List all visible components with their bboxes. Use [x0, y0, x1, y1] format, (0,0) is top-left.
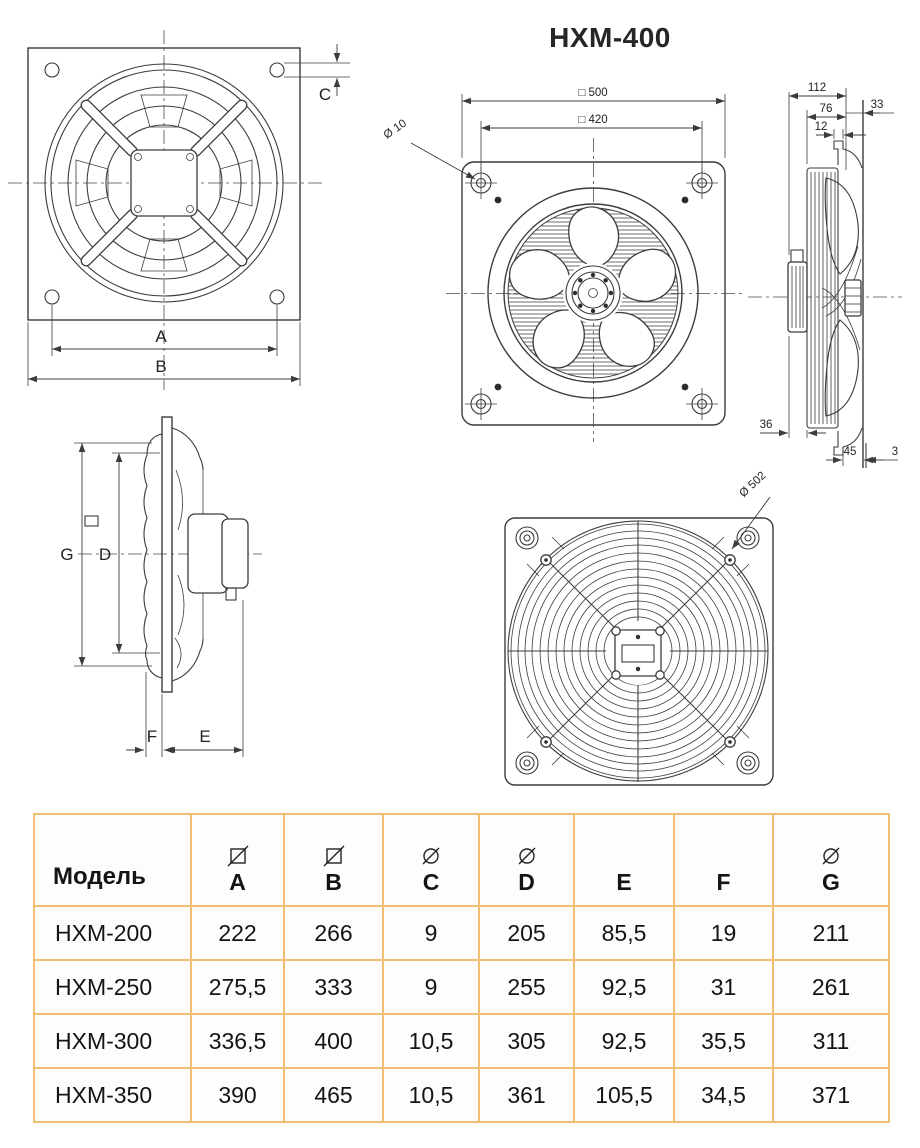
dim-label-502: Ø 502	[737, 469, 769, 500]
column-header-f	[674, 814, 773, 906]
value-cell: 31	[674, 960, 773, 1014]
column-letter: C	[422, 869, 440, 895]
model-name: HXM-250	[34, 960, 191, 1014]
value-cell: 361	[479, 1068, 574, 1122]
column-letter: B	[325, 869, 342, 895]
table-row	[34, 1068, 889, 1122]
dim-label-36: 36	[759, 419, 773, 431]
value-cell: 10,5	[383, 1068, 479, 1122]
value-cell: 336,5	[191, 1014, 284, 1068]
dim-label-c: C	[318, 85, 332, 104]
dim-label-500: □ 500	[578, 87, 608, 99]
dim-label-3: 3	[891, 446, 899, 458]
value-cell: 10,5	[383, 1014, 479, 1068]
value-cell: 105,5	[574, 1068, 674, 1122]
value-cell: 465	[284, 1068, 383, 1122]
value-cell: 333	[284, 960, 383, 1014]
value-cell: 222	[191, 906, 284, 960]
value-cell: 19	[674, 906, 773, 960]
value-cell: 255	[479, 960, 574, 1014]
diameter-icon	[819, 844, 843, 868]
square-slash-icon	[226, 844, 250, 868]
square-slash-icon	[322, 844, 346, 868]
value-cell: 92,5	[574, 960, 674, 1014]
diameter-icon	[419, 844, 443, 868]
table-header-row	[34, 814, 889, 906]
drawing-front-view-hxm400	[382, 87, 742, 442]
table-row	[34, 960, 889, 1014]
column-letter: F	[716, 869, 731, 895]
value-cell: 211	[773, 906, 889, 960]
dim-label-112: 112	[807, 82, 827, 94]
model-name: HXM-300	[34, 1014, 191, 1068]
value-cell: 266	[284, 906, 383, 960]
value-cell: 9	[383, 960, 479, 1014]
column-letter: G	[822, 869, 840, 895]
value-cell: 85,5	[574, 906, 674, 960]
dim-label-e: E	[199, 727, 211, 746]
column-letter: D	[518, 869, 535, 895]
value-cell: 92,5	[574, 1014, 674, 1068]
value-cell: 390	[191, 1068, 284, 1122]
column-header-b	[284, 814, 383, 906]
value-cell: 311	[773, 1014, 889, 1068]
column-letter: E	[616, 869, 632, 895]
column-header-model: Модель	[34, 814, 191, 906]
dim-label-f: F	[146, 727, 158, 746]
model-name: HXM-350	[34, 1068, 191, 1122]
value-cell: 371	[773, 1068, 889, 1122]
model-title: HXM-400	[549, 22, 671, 53]
value-cell: 275,5	[191, 960, 284, 1014]
dim-label-d: D	[98, 545, 112, 564]
dim-label-g: G	[60, 545, 74, 564]
drawing-front-view	[8, 30, 350, 390]
drawing-back-view	[505, 470, 773, 785]
drawing-side-view-left	[60, 417, 262, 757]
value-cell: 261	[773, 960, 889, 1014]
column-header-a	[191, 814, 284, 906]
table-row	[34, 1014, 889, 1068]
column-letter: A	[229, 869, 246, 895]
dim-label-33: 33	[870, 99, 884, 111]
value-cell: 400	[284, 1014, 383, 1068]
dim-label-45: 45	[843, 446, 857, 458]
dim-label-hole-10: Ø 10	[381, 117, 409, 142]
value-cell: 35,5	[674, 1014, 773, 1068]
value-cell: 205	[479, 906, 574, 960]
diameter-icon	[515, 844, 539, 868]
value-cell: 305	[479, 1014, 574, 1068]
value-cell: 9	[383, 906, 479, 960]
dim-label-b: B	[155, 357, 167, 376]
spec-table	[33, 813, 890, 1123]
column-header-c	[383, 814, 479, 906]
column-header-d	[479, 814, 574, 906]
drawing-side-view-right	[748, 82, 902, 468]
dim-label-a: A	[155, 327, 167, 346]
value-cell: 34,5	[674, 1068, 773, 1122]
column-header-g	[773, 814, 889, 906]
dim-label-420: □ 420	[578, 114, 608, 126]
dim-label-76: 76	[819, 103, 833, 115]
column-header-e	[574, 814, 674, 906]
table-row	[34, 906, 889, 960]
model-name: HXM-200	[34, 906, 191, 960]
dim-label-12: 12	[814, 121, 828, 133]
